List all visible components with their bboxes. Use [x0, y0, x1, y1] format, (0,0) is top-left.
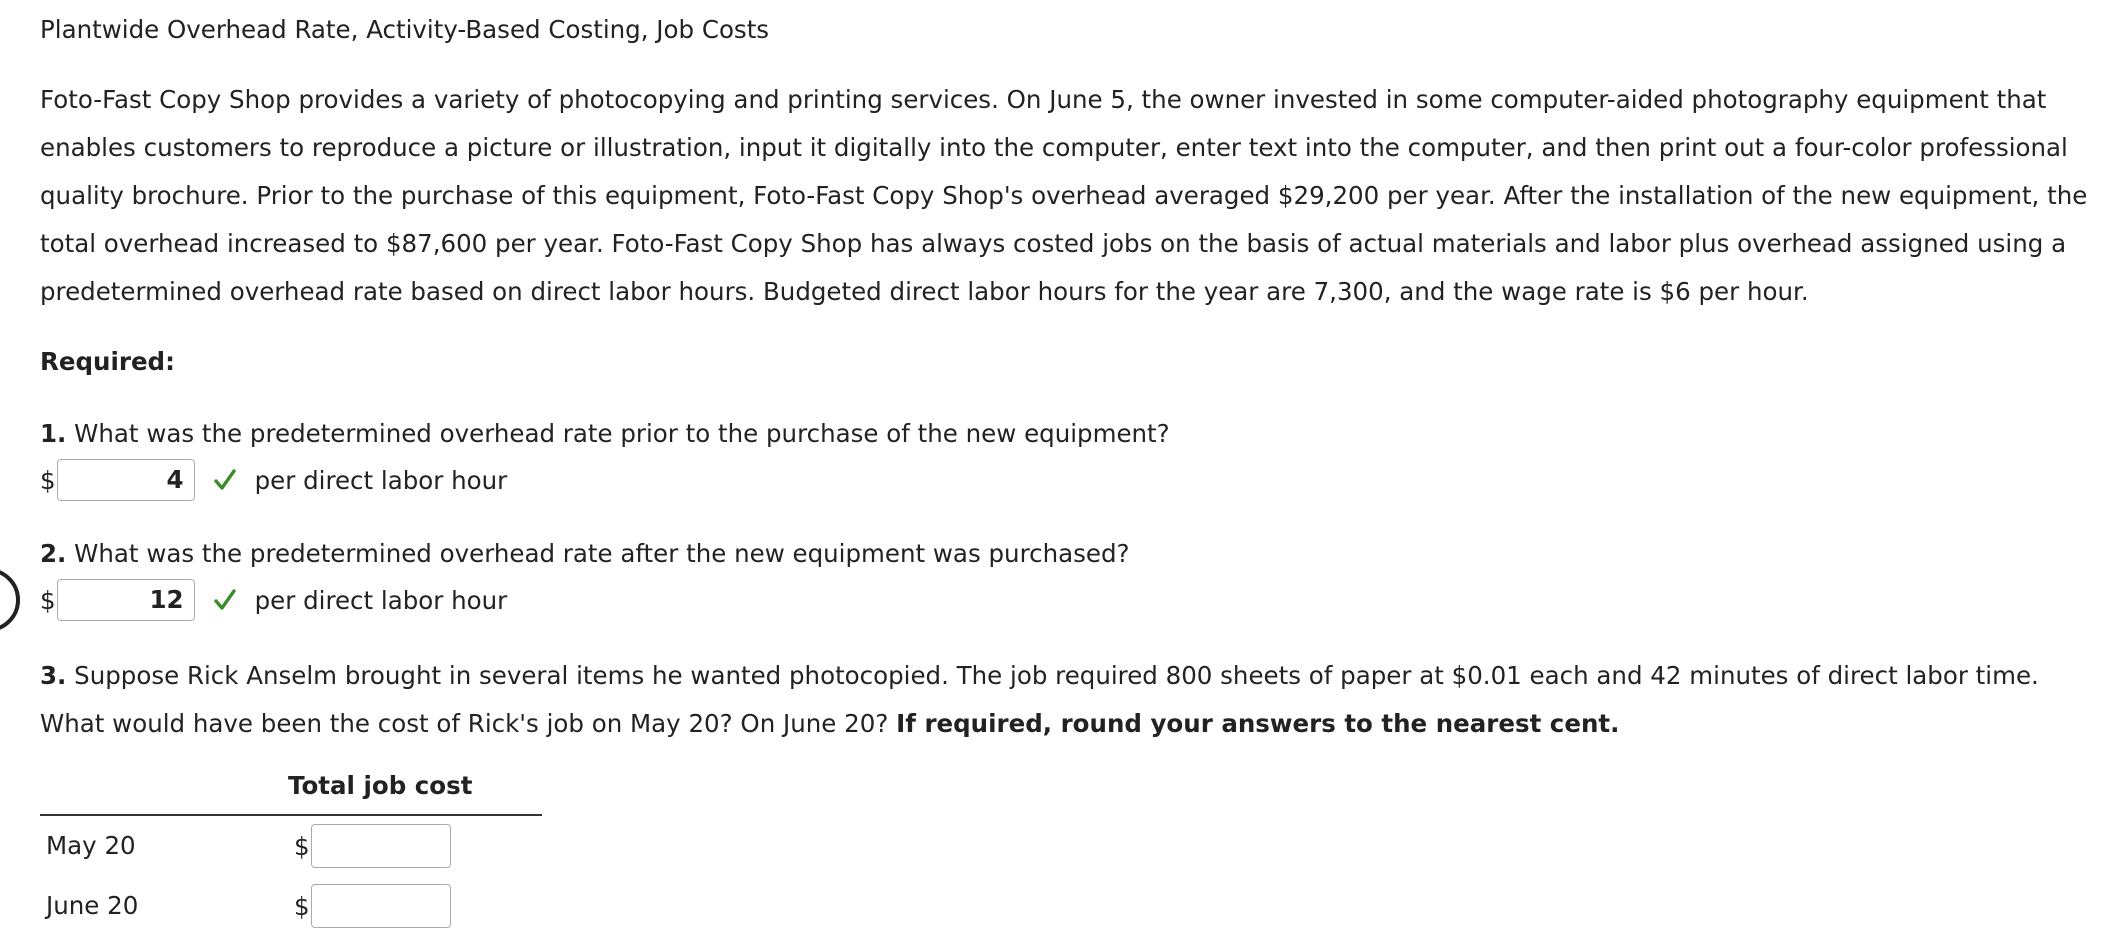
answer-row-2	[40, 578, 507, 622]
currency-symbol: $	[40, 585, 56, 615]
page-title: Plantwide Overhead Rate, Activity-Based Costing, Job Costs	[40, 15, 770, 44]
cost-cell-june-20	[294, 884, 451, 928]
rounding-note: If required, round your answers to the nearest cent.	[896, 709, 1620, 738]
question-2	[40, 538, 1130, 570]
row-label-may-20: May 20	[46, 831, 136, 860]
currency-symbol: $	[40, 465, 56, 495]
overhead-rate-after-input[interactable]: 12	[57, 579, 195, 621]
check-icon	[213, 588, 237, 612]
overhead-rate-before-input[interactable]: 4	[57, 459, 195, 501]
question-1	[40, 418, 1170, 450]
question-3	[40, 652, 2090, 748]
currency-symbol: $	[294, 891, 310, 921]
question-number: 2.	[40, 539, 67, 568]
currency-symbol: $	[294, 831, 310, 861]
answer-row-1	[40, 458, 507, 502]
june-20-cost-input[interactable]	[311, 884, 451, 928]
problem-intro: Foto-Fast Copy Shop provides a variety of photocopying and printing services. On June 5, the owner invested in some computer-aided photography equipment that enables customers to reproduce a picture or illustration, input it digitally into the computer, enter text into the computer, and then print out a four-color professional quality brochure. Prior to the purchase of this equipment, Foto-Fast Copy Shop's overhead averaged $29,200 per year. After the installation of the new equipment, the total overhead increased to $87,600 per year. Foto-Fast Copy Shop has always costed jobs on the basis of actual materials and labor plus overhead assigned using a predetermined overhead rate based on direct labor hours. Budgeted direct labor hours for the year are 7,300, and the wage rate is $6 per hour.	[40, 85, 2088, 306]
question-text: Suppose Rick Anselm brought in several items he wanted photocopied. The job required 800 sheets of paper at $0.01 each and 42 minutes of direct labor time. What would have been the cost of Rick's job on May 20? On June 20?	[40, 661, 2039, 738]
unit-label: per direct labor hour	[254, 585, 508, 615]
required-heading: Required:	[40, 347, 175, 376]
question-number: 1.	[40, 419, 67, 448]
partial-circle-decoration	[0, 568, 20, 632]
question-text: What was the predetermined overhead rate after the new equipment was purchased?	[74, 539, 1130, 568]
table-header-rule	[40, 814, 542, 816]
cost-cell-may-20	[294, 824, 451, 868]
check-icon	[213, 468, 237, 492]
unit-label: per direct labor hour	[254, 465, 508, 495]
question-number: 3.	[40, 661, 67, 690]
question-text: What was the predetermined overhead rate prior to the purchase of the new equipment?	[74, 419, 1170, 448]
total-job-cost-header: Total job cost	[288, 771, 473, 800]
row-label-june-20: June 20	[46, 891, 139, 920]
may-20-cost-input[interactable]	[311, 824, 451, 868]
